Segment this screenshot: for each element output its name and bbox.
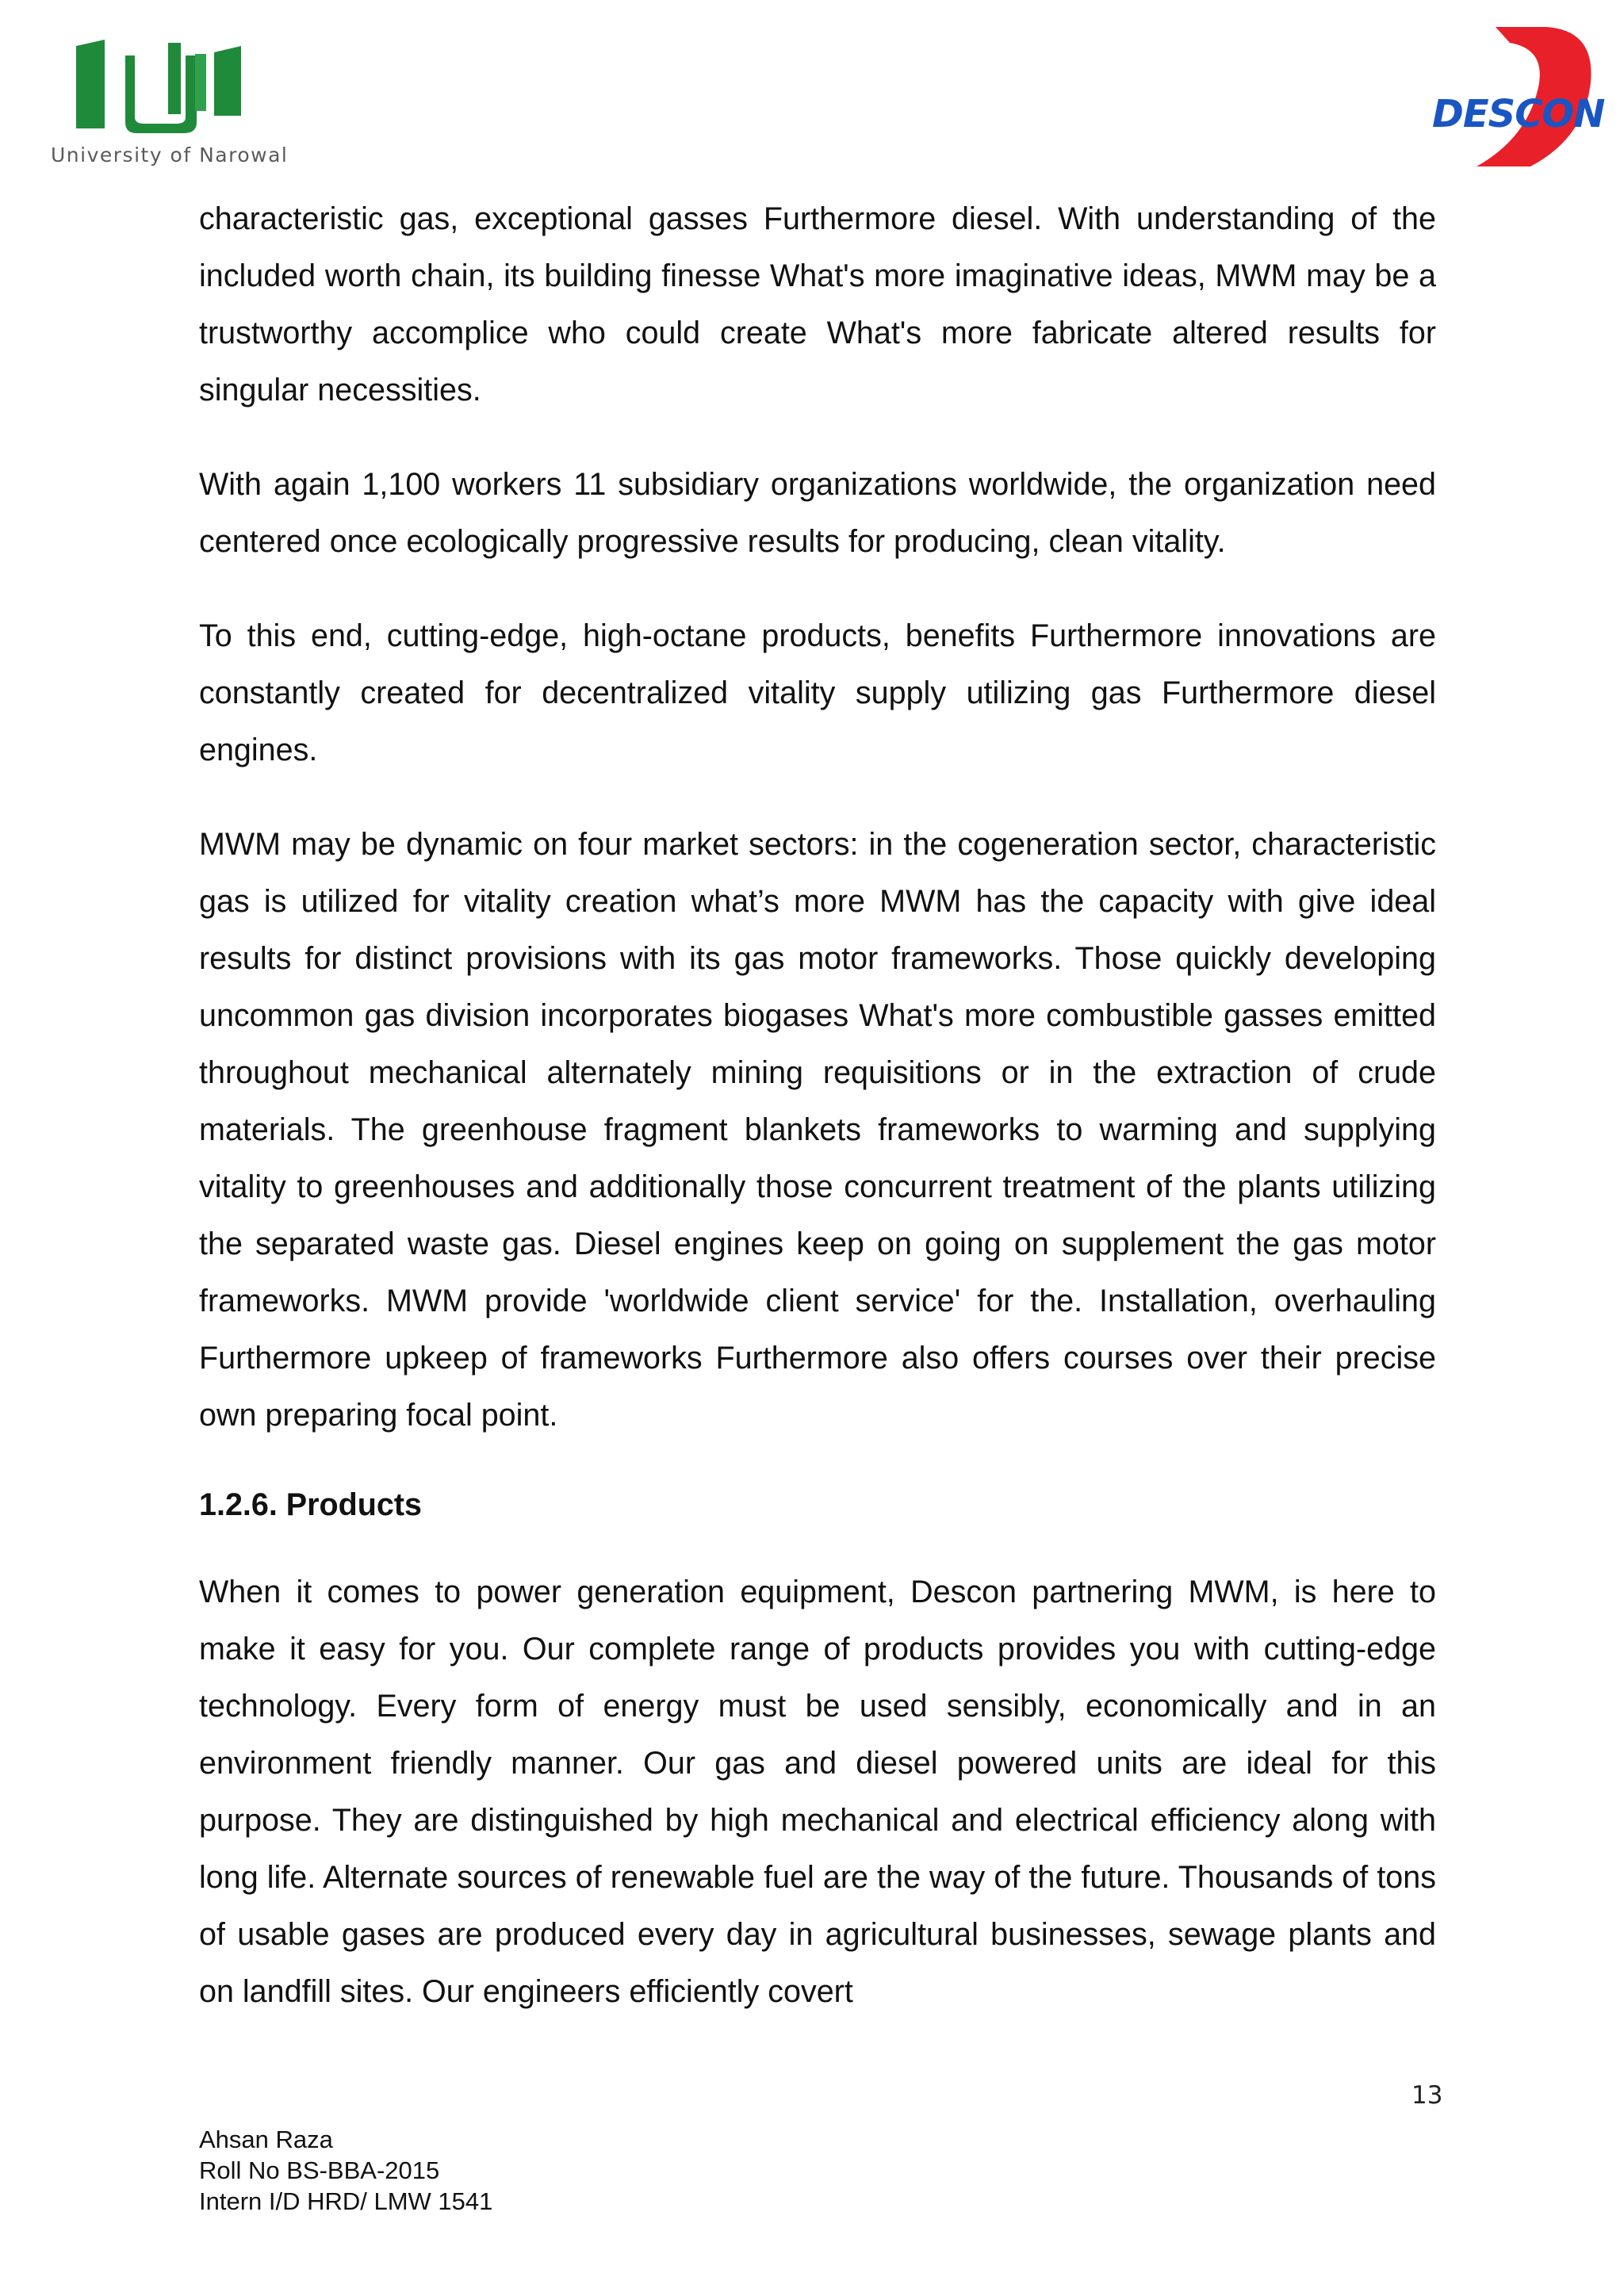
descon-wordmark: DESCON	[1432, 92, 1605, 136]
paragraph-workers: With again 1,100 workers 11 subsidiary organizations worldwide, the organization need centered once ecologically progressive results for producing, clean vitality.	[199, 467, 1436, 559]
footer-author: Ahsan Raza	[199, 2126, 333, 2153]
paragraph-market-sectors: MWM may be dynamic on four market sectors: in the cogeneration sector, characteristic gas is utilized for vitality creation what’s more MWM has the capacity with give ideal results for distinct provisions with its gas motor frameworks. Those quickly developing uncommon gas division incorporates biogases What's more combustible gasses emitted throughout mechanical alternately mining requisitions or in the extraction of crude materials. The greenhouse fragment blankets frameworks to warming and supplying vitality to greenhouses and additionally those concurrent treatment of the plants utilizing the separated waste gas. Diesel engines keep on going on supplement the gas motor frameworks. MWM provide 'worldwide client service' for the. Installation, overhauling Furthermore upkeep of frameworks Furthermore also offers courses over their precise own preparing focal point.	[199, 827, 1436, 1433]
footer-author-block	[199, 2124, 492, 2217]
document-body	[199, 190, 1436, 2057]
university-logo	[48, 35, 317, 178]
page-number: 13	[1411, 2081, 1443, 2110]
university-name: University of Narowal	[51, 144, 289, 166]
section-heading-products: 1.2.6. Products	[199, 1487, 422, 1522]
descon-logo	[1427, 27, 1605, 170]
university-logo-icon	[57, 35, 295, 138]
paragraph-products: When it comes to power generation equipment, Descon partnering MWM, is here to make it easy for you. Our complete range of products provides you with cutting-edge technology. Every form of energy must be used sensibly, economically and in an environment friendly manner. Our gas and diesel powered units are ideal for this purpose. They are distinguished by high mechanical and electrical efficiency along with long life. Alternate sources of renewable fuel are the way of the future. Thousands of tons of usable gases are produced every day in agricultural businesses, sewage plants and on landfill sites. Our engineers efficiently covert	[199, 1575, 1436, 2009]
footer-roll-no: Roll No BS-BBA-2015	[199, 2156, 440, 2184]
paragraph-innovations: To this end, cutting-edge, high-octane products, benefits Furthermore innovations are constantly created for decentralized vitality supply utilizing gas Furthermore diesel engines.	[199, 618, 1436, 767]
footer-intern-id: Intern I/D HRD/ LMW 1541	[199, 2187, 493, 2215]
paragraph-intro-continued: characteristic gas, exceptional gasses Furthermore diesel. With understanding of the included worth chain, its building finesse What's more imaginative ideas, MWM may be a trustworthy accomplice who could create What's more fabricate altered results for singular necessities.	[199, 201, 1436, 408]
